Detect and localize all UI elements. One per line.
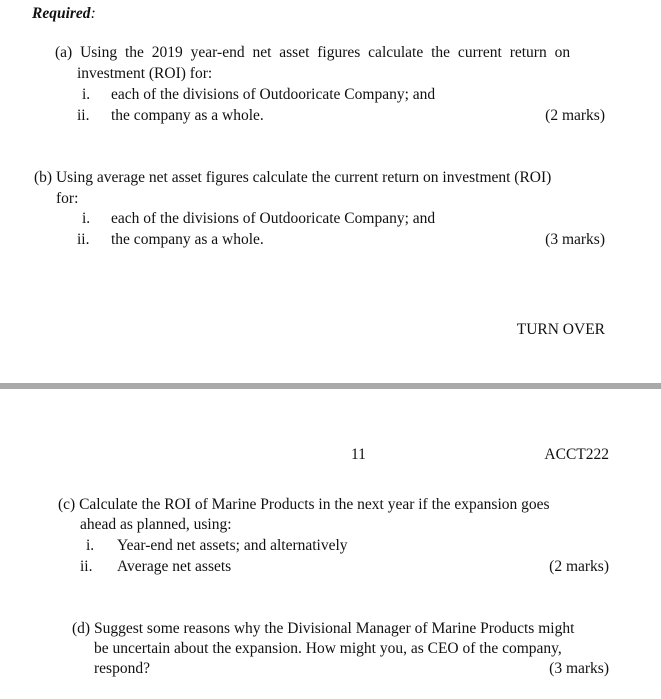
page-number: 11 xyxy=(351,446,366,463)
question-d-marks: (3 marks) xyxy=(549,660,609,677)
question-b-item-num: ii. xyxy=(77,231,90,248)
question-d-line1: (d) Suggest some reasons why the Divisional Manager of Marine Products might xyxy=(72,620,575,637)
required-label: Required xyxy=(32,5,91,22)
question-b-item-num: i. xyxy=(82,210,91,227)
page-divider xyxy=(0,383,661,389)
question-a-line1: (a) Using the 2019 year-end net asset figures calculate the current return on xyxy=(55,44,571,61)
question-a-item-text: each of the divisions of Outdooricate Company; and xyxy=(111,86,436,103)
question-c-item-text: Average net assets xyxy=(117,558,232,575)
course-code: ACCT222 xyxy=(544,446,609,463)
question-c-item-text: Year-end net assets; and alternatively xyxy=(117,537,348,554)
question-a-item-num: i. xyxy=(82,86,91,103)
question-b-line2: for: xyxy=(56,190,79,207)
required-heading xyxy=(32,5,96,23)
question-a-item-text: the company as a whole. xyxy=(111,107,264,124)
question-c-marks: (2 marks) xyxy=(549,558,609,575)
question-a-line2: investment (ROI) for: xyxy=(77,65,213,82)
question-a-item-num: ii. xyxy=(77,107,90,124)
question-b-marks: (3 marks) xyxy=(545,231,605,248)
turn-over-label: TURN OVER xyxy=(516,321,605,338)
question-b-line1: (b) Using average net asset figures calculate the current return on investment (ROI) xyxy=(34,169,552,186)
question-c-item-num: ii. xyxy=(80,558,93,575)
question-c-line1: (c) Calculate the ROI of Marine Products in the next year if the expansion goes xyxy=(58,496,550,513)
question-c-item-num: i. xyxy=(86,537,95,554)
question-d-line3: respond? xyxy=(94,660,150,677)
question-a-marks: (2 marks) xyxy=(545,107,605,124)
question-d-line2: be uncertain about the expansion. How might you, as CEO of the company, xyxy=(94,640,562,657)
question-b-item-text: each of the divisions of Outdooricate Company; and xyxy=(111,210,436,227)
required-colon: : xyxy=(90,5,96,22)
question-b-item-text: the company as a whole. xyxy=(111,231,264,248)
question-c-line2: ahead as planned, using: xyxy=(80,516,232,533)
